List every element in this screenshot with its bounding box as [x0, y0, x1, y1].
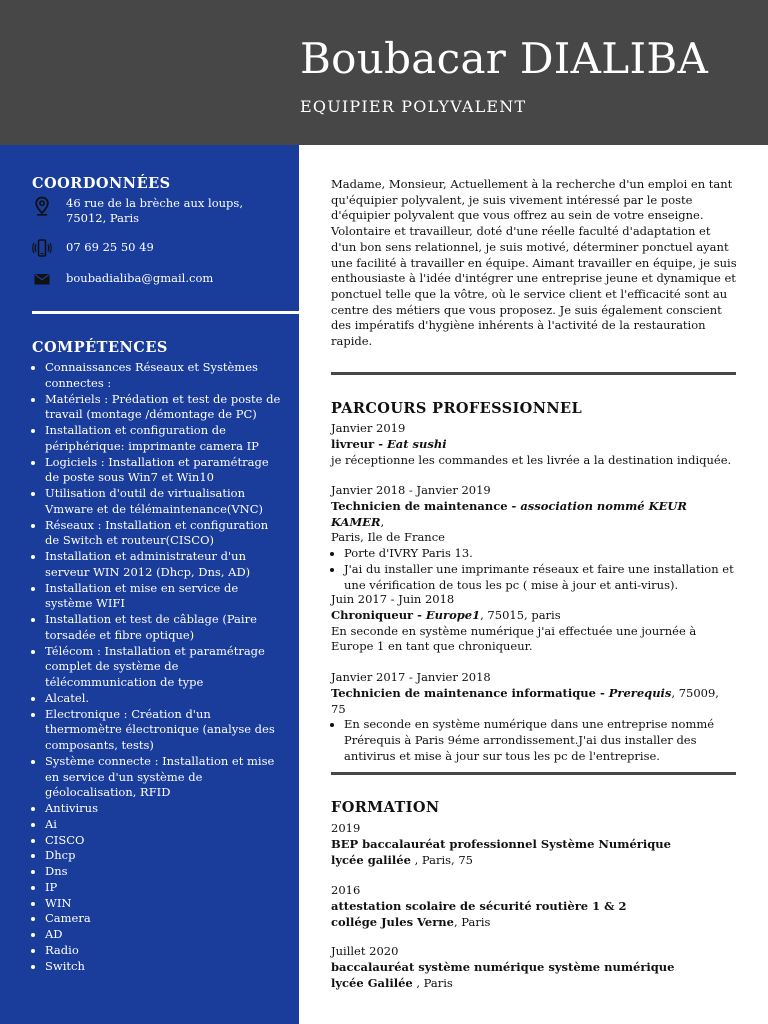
entry-date: Janvier 2017 - Janvier 2018: [331, 670, 491, 684]
education-entry: [331, 944, 737, 991]
skill-item: • Télécom : Installation et paramétrage complet de système de télécommunication de type: [45, 644, 285, 691]
entry-bullet: • J'ai du installer une imprimante réseaux et faire une installation et une vérification de tous les pc ( mise à jour et anti-virus).: [344, 562, 737, 594]
skill-item: • Installation et test de câblage (Paire torsadée et fibre optique): [45, 612, 285, 644]
address-text: 46 rue de la brèche aux loups, 75012, Paris: [66, 196, 243, 225]
entry-title: Chroniqueur: [331, 607, 414, 622]
entry-desc: je réceptionne les commandes et les livrée a la destination indiquée.: [331, 452, 732, 467]
email-icon: [32, 269, 52, 289]
entry-degree: attestation scolaire de sécurité routière 1 & 2: [331, 898, 627, 913]
sidebar-divider: [32, 311, 299, 314]
entry-company: association nommé KEUR KAMER: [331, 498, 687, 529]
skill-item: • Electronique : Création d'un thermomètre électronique (analyse des composants, tests): [45, 707, 285, 754]
skill-item: • Antivirus: [45, 801, 285, 817]
entry-company: Eat sushi: [387, 436, 447, 451]
skill-item: • CISCO: [45, 833, 285, 849]
experience-entry: [331, 670, 737, 765]
phone-text: 07 69 25 50 49: [66, 240, 154, 254]
candidate-name: Boubacar DIALIBA: [300, 34, 709, 83]
entry-degree: baccalauréat système numérique système numérique: [331, 959, 675, 974]
entry-bullet: • Porte d'IVRY Paris 13.: [344, 546, 737, 562]
skill-item: • Système connecte : Installation et mise en service d'un système de géolocalisation, RFID: [45, 754, 285, 801]
entry-desc: En seconde en système numérique j'ai effectuée une journée à Europe 1 en tant que chroniqueur.: [331, 623, 697, 654]
entry-date: 2016: [331, 883, 361, 897]
skill-item: • Connaissances Réseaux et Systèmes connectes :: [45, 360, 285, 392]
location-pin-icon: [32, 196, 52, 216]
entry-title: Technicien de maintenance: [331, 498, 508, 513]
address-row: [32, 196, 282, 226]
phone-row: [32, 238, 282, 258]
skill-item: • Réseaux : Installation et configuration de Switch et routeur(CISCO): [45, 518, 285, 550]
cover-summary: Madame, Monsieur, Actuellement à la recherche d'un emploi en tant qu'équipier polyvalent, je suis vivement intéressé par le poste d'équipier polyvalent que vous offrez au sein de votre enseigne. Volontaire et travailleur, doté d'une réelle faculté d'adaptation et d'un bon sens relationnel, je suis motivé, déterminer ponctuel ayant une facilité à travailler en équipe. Aimant travailler en équipe, je suis enthousiaste à l'idée d'intégrer une entreprise jeune et dynamique et ponctuel telle que la vôtre, où le service client et l'efficacité sont au centre des métiers que vous proposez. Je suis également conscient des impératifs d'hygiène inhérents à l'activité de la restauration rapide.: [331, 177, 737, 349]
skill-item: • AD: [45, 927, 285, 943]
phone-icon: [32, 238, 52, 258]
entry-title: Technicien de maintenance informatique: [331, 685, 596, 700]
education-entry: [331, 883, 737, 930]
entry-location: , 75015, paris: [480, 607, 561, 622]
skill-item: • Ai: [45, 817, 285, 833]
skills-heading: COMPÉTENCES: [32, 339, 168, 356]
entry-degree: BEP baccalauréat professionnel Système Numérique: [331, 836, 671, 851]
entry-sep: -: [507, 498, 521, 513]
experience-entry: [331, 483, 737, 594]
entry-sep: -: [595, 685, 609, 700]
entry-company: Prerequis: [608, 685, 672, 700]
entry-date: 2019: [331, 821, 361, 835]
entry-date: Janvier 2019: [331, 421, 406, 435]
entry-date: Juin 2017 - Juin 2018: [331, 592, 455, 606]
entry-location: , Paris: [412, 975, 453, 990]
skill-item: • IP: [45, 880, 285, 896]
entry-date: Juillet 2020: [331, 944, 399, 958]
entry-sep: -: [374, 436, 387, 451]
entry-location: , 75009, 75: [331, 685, 719, 716]
skills-list: [32, 360, 285, 974]
skill-item: • Matériels : Prédation et test de poste de travail (montage /démontage de PC): [45, 392, 285, 424]
skill-item: • Camera: [45, 911, 285, 927]
skill-item: • Utilisation d'outil de virtualisation Vmware et de télémaintenance(VNC): [45, 486, 285, 518]
email-row: [32, 269, 282, 289]
skill-item: • Installation et configuration de périphérique: imprimante camera IP: [45, 423, 285, 455]
experience-entry: [331, 592, 737, 655]
header-banner: [0, 0, 768, 145]
entry-location: , Paris, 75: [410, 852, 473, 867]
entry-location: , Paris: [453, 914, 491, 929]
entry-sep: -: [413, 607, 426, 622]
skill-item: • Logiciels : Installation et paramétrage de poste sous Win7 et Win10: [45, 455, 285, 487]
entry-title: livreur: [331, 436, 375, 451]
skill-item: • Installation et mise en service de système WIFI: [45, 581, 285, 613]
skill-item: • Radio: [45, 943, 285, 959]
entry-location: ,: [380, 514, 385, 529]
skill-item: • Installation et administrateur d'un serveur WIN 2012 (Dhcp, Dns, AD): [45, 549, 285, 581]
experience-entry: [331, 421, 737, 468]
entry-school: lycée Galilée: [331, 975, 413, 990]
skill-item: • Dhcp: [45, 848, 285, 864]
entry-date: Janvier 2018 - Janvier 2019: [331, 483, 491, 497]
entry-school: collége Jules Verne: [331, 914, 454, 929]
entry-company: Europe1: [425, 607, 481, 622]
email-text: boubadialiba@gmail.com: [66, 271, 214, 285]
education-entry: [331, 821, 737, 868]
skill-item: • WIN: [45, 896, 285, 912]
contact-heading: COORDONNÉES: [32, 175, 171, 192]
experience-heading: PARCOURS PROFESSIONNEL: [331, 400, 583, 417]
section-divider: [331, 372, 736, 375]
skill-item: • Dns: [45, 864, 285, 880]
skill-item: • Switch: [45, 959, 285, 975]
education-heading: FORMATION: [331, 799, 440, 816]
entry-bullet: • En seconde en système numérique dans une entreprise nommé Prérequis à Paris 9éme arrondissement.J'ai dus installer des antivirus et mise à jour sur tous les pc de l'entreprise.: [344, 717, 737, 764]
job-title: EQUIPIER POLYVALENT: [300, 97, 527, 116]
entry-location-line: Paris, Ile de France: [331, 530, 445, 545]
entry-school: lycée galilée: [331, 852, 411, 867]
section-divider: [331, 772, 736, 775]
skill-item: • Alcatel.: [45, 691, 285, 707]
